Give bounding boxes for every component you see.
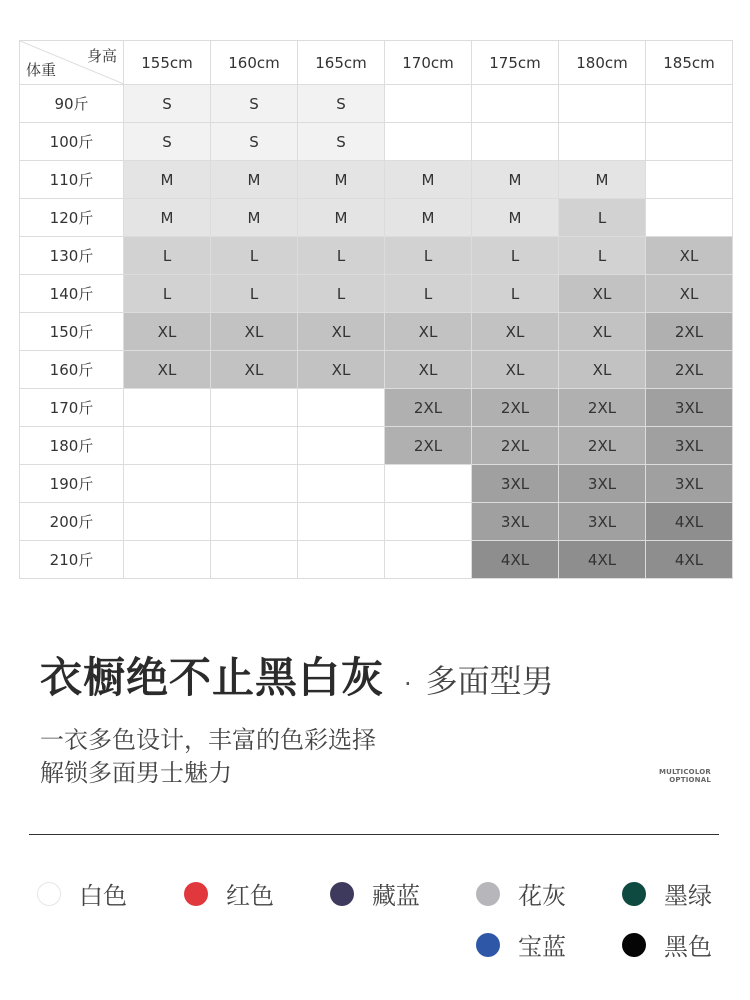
size-cell: M	[472, 161, 559, 199]
divider	[29, 834, 719, 835]
weight-axis-label: 体重	[26, 61, 57, 79]
size-cell	[211, 389, 298, 427]
size-cell	[124, 427, 211, 465]
color-dot	[37, 882, 61, 906]
color-option-black[interactable]	[622, 927, 712, 962]
size-cell: L	[385, 237, 472, 275]
weight-label: 120斤	[20, 199, 124, 237]
size-cell: XL	[298, 351, 385, 389]
description-line: 解锁多面男士魅力	[40, 759, 232, 787]
size-cell: 2XL	[472, 389, 559, 427]
height-header: 175cm	[472, 41, 559, 85]
size-cell: 2XL	[559, 389, 646, 427]
size-cell: XL	[124, 351, 211, 389]
size-cell: XL	[298, 313, 385, 351]
size-cell	[211, 465, 298, 503]
weight-row	[20, 161, 733, 199]
multicolor-badge	[659, 768, 711, 784]
color-option-red[interactable]	[184, 876, 274, 911]
color-dot	[476, 882, 500, 906]
weight-label: 160斤	[20, 351, 124, 389]
size-cell	[385, 85, 472, 123]
size-cell	[472, 85, 559, 123]
size-cell: XL	[559, 313, 646, 351]
color-option-heather-gray[interactable]	[476, 876, 566, 911]
size-cell: M	[559, 161, 646, 199]
color-dot	[622, 882, 646, 906]
color-option-royal-blue[interactable]	[476, 927, 566, 962]
size-cell	[298, 503, 385, 541]
size-cell: M	[124, 161, 211, 199]
size-chart-table	[19, 40, 733, 579]
size-cell: M	[298, 161, 385, 199]
header-row	[20, 41, 733, 85]
size-cell: S	[124, 85, 211, 123]
size-cell: S	[211, 123, 298, 161]
size-cell: XL	[211, 313, 298, 351]
description-line: 一衣多色设计，丰富的色彩选择	[40, 726, 376, 754]
corner-cell	[20, 41, 124, 85]
color-name: 藏蓝	[372, 882, 420, 910]
weight-row	[20, 237, 733, 275]
size-cell: L	[211, 275, 298, 313]
weight-row	[20, 541, 733, 579]
size-cell	[124, 541, 211, 579]
height-header: 185cm	[646, 41, 733, 85]
size-cell: XL	[559, 351, 646, 389]
size-cell: 3XL	[559, 503, 646, 541]
size-cell: S	[124, 123, 211, 161]
weight-label: 140斤	[20, 275, 124, 313]
size-cell: L	[472, 237, 559, 275]
weight-label: 180斤	[20, 427, 124, 465]
color-dot	[622, 933, 646, 957]
size-cell: XL	[559, 275, 646, 313]
weight-label: 90斤	[20, 85, 124, 123]
size-cell: XL	[646, 275, 733, 313]
weight-row	[20, 427, 733, 465]
weight-label: 130斤	[20, 237, 124, 275]
size-cell	[298, 465, 385, 503]
size-cell: L	[124, 237, 211, 275]
weight-row	[20, 123, 733, 161]
size-cell: 3XL	[472, 465, 559, 503]
size-cell: M	[211, 161, 298, 199]
size-cell: L	[385, 275, 472, 313]
headline	[40, 645, 554, 705]
size-cell: M	[211, 199, 298, 237]
weight-row	[20, 313, 733, 351]
size-cell: XL	[211, 351, 298, 389]
size-cell: S	[211, 85, 298, 123]
size-cell: XL	[385, 351, 472, 389]
color-name: 黑色	[664, 933, 712, 961]
weight-label: 190斤	[20, 465, 124, 503]
color-dot	[184, 882, 208, 906]
size-cell: M	[385, 161, 472, 199]
size-cell	[211, 427, 298, 465]
badge-line: OPTIONAL	[669, 776, 711, 784]
color-option-white[interactable]	[37, 876, 127, 911]
size-cell: 2XL	[646, 351, 733, 389]
weight-label: 100斤	[20, 123, 124, 161]
size-cell	[298, 427, 385, 465]
height-header: 170cm	[385, 41, 472, 85]
height-header: 160cm	[211, 41, 298, 85]
size-cell: 2XL	[472, 427, 559, 465]
size-cell: 4XL	[646, 503, 733, 541]
size-cell: 4XL	[472, 541, 559, 579]
color-name: 墨绿	[664, 882, 712, 910]
weight-row	[20, 351, 733, 389]
size-cell	[646, 199, 733, 237]
weight-label: 110斤	[20, 161, 124, 199]
size-cell	[646, 123, 733, 161]
size-cell: XL	[472, 313, 559, 351]
description	[40, 724, 376, 790]
size-cell	[559, 85, 646, 123]
size-cell	[298, 389, 385, 427]
color-dot	[476, 933, 500, 957]
size-cell: M	[385, 199, 472, 237]
color-option-dark-green[interactable]	[622, 876, 712, 911]
size-cell: 3XL	[559, 465, 646, 503]
size-cell: 3XL	[646, 465, 733, 503]
size-cell: L	[472, 275, 559, 313]
size-cell: XL	[385, 313, 472, 351]
size-cell: 4XL	[646, 541, 733, 579]
weight-label: 210斤	[20, 541, 124, 579]
color-name: 红色	[226, 882, 274, 910]
size-cell: L	[298, 237, 385, 275]
color-dot	[330, 882, 354, 906]
size-cell	[385, 541, 472, 579]
size-cell: M	[298, 199, 385, 237]
color-name: 花灰	[518, 882, 566, 910]
weight-row	[20, 85, 733, 123]
size-cell: L	[211, 237, 298, 275]
weight-row	[20, 503, 733, 541]
size-cell: M	[124, 199, 211, 237]
size-cell	[124, 465, 211, 503]
size-cell: 2XL	[385, 389, 472, 427]
size-cell	[124, 389, 211, 427]
size-cell	[124, 503, 211, 541]
size-cell: 2XL	[385, 427, 472, 465]
color-option-navy[interactable]	[330, 876, 420, 911]
height-header: 165cm	[298, 41, 385, 85]
size-cell	[472, 123, 559, 161]
color-name: 宝蓝	[518, 933, 566, 961]
size-cell: M	[472, 199, 559, 237]
size-cell	[385, 123, 472, 161]
size-cell	[646, 161, 733, 199]
headline-sub: 多面型男	[425, 662, 554, 700]
weight-row	[20, 199, 733, 237]
size-cell: L	[559, 199, 646, 237]
size-cell	[646, 85, 733, 123]
size-cell: 3XL	[646, 427, 733, 465]
size-cell	[385, 503, 472, 541]
weight-row	[20, 465, 733, 503]
size-cell: 4XL	[559, 541, 646, 579]
badge-line: MULTICOLOR	[659, 768, 711, 776]
size-cell: S	[298, 123, 385, 161]
size-cell: 3XL	[646, 389, 733, 427]
size-cell: L	[298, 275, 385, 313]
size-cell: 2XL	[559, 427, 646, 465]
size-cell: XL	[646, 237, 733, 275]
color-name: 白色	[79, 882, 127, 910]
height-axis-label: 身高	[86, 47, 117, 65]
weight-label: 150斤	[20, 313, 124, 351]
size-cell	[211, 503, 298, 541]
height-header: 155cm	[124, 41, 211, 85]
weight-label: 170斤	[20, 389, 124, 427]
size-cell: XL	[472, 351, 559, 389]
size-cell	[385, 465, 472, 503]
size-cell	[559, 123, 646, 161]
size-cell: XL	[124, 313, 211, 351]
size-cell	[211, 541, 298, 579]
headline-main: 衣橱绝不止黑白灰	[40, 653, 385, 702]
size-cell: S	[298, 85, 385, 123]
weight-label: 200斤	[20, 503, 124, 541]
weight-row	[20, 389, 733, 427]
size-cell: 2XL	[646, 313, 733, 351]
weight-row	[20, 275, 733, 313]
size-cell	[298, 541, 385, 579]
height-header: 180cm	[559, 41, 646, 85]
headline-separator: ·	[404, 670, 412, 698]
size-cell: 3XL	[472, 503, 559, 541]
size-cell: L	[124, 275, 211, 313]
size-cell: L	[559, 237, 646, 275]
